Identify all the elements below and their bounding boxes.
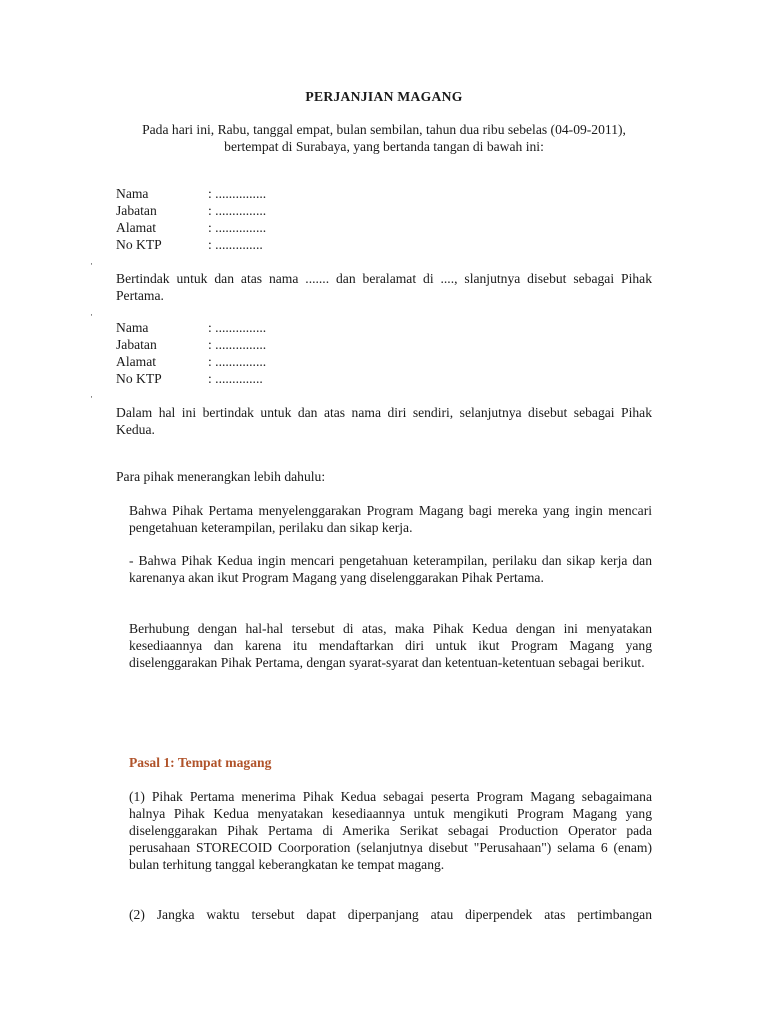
field-row (116, 370, 416, 387)
pasal-1-clause-2: (2) Jangka waktu tersebut dapat diperpanjang atau diperpendek atas pertimbangan (129, 907, 652, 922)
intro-paragraph: Pada hari ini, Rabu, tanggal empat, bulan sembilan, tahun dua ribu sebelas (04-09-2011), bertempat di Surabaya, yang bertanda tangan di bawah ini: (142, 122, 626, 154)
bullet-mark: · (90, 310, 93, 320)
field-row (116, 202, 416, 219)
field-label: No KTP (116, 237, 162, 252)
pasal-1-clause-1: (1) Pihak Pertama menerima Pihak Kedua sebagai peserta Program Magang sebagaimana halnya Pihak Kedua menyatakan kesediaannya untuk mengikuti Program Magang yang diselenggarakan Pihak Pertama di Amerika Serikat sebagai Production Operator pada perusahaan STORECOID Coorporation (selanjutnya disebut "Perusahaan") selama 6 (enam) bulan terhitung tanggal keberangkatan ke tempat magang. (129, 789, 652, 872)
bullet-mark: · (90, 392, 93, 402)
field-value: : ............... (208, 320, 267, 335)
recital-3: Berhubung dengan hal-hal tersebut di atas, maka Pihak Kedua dengan ini menyatakan kesediaannya dan karena itu mendaftarkan diri untuk ikut Program Magang yang diselenggarakan Pihak Pertama, dengan syarat-syarat dan ketentuan-ketentuan sebagai berikut. (129, 621, 652, 670)
field-value: : ............... (208, 337, 267, 352)
field-row (116, 353, 416, 370)
field-value: : ............... (208, 186, 267, 201)
field-value: : ............... (208, 354, 267, 369)
field-label: Jabatan (116, 203, 157, 218)
party2-fields (116, 319, 416, 387)
document-title: PERJANJIAN MAGANG (305, 89, 463, 104)
party2-statement: Dalam hal ini bertindak untuk dan atas nama diri sendiri, selanjutnya disebut sebagai Pihak Kedua. (116, 405, 652, 437)
field-value: : .............. (208, 237, 263, 252)
bullet-mark: · (90, 259, 93, 269)
recital-1: Bahwa Pihak Pertama menyelenggarakan Program Magang bagi mereka yang ingin mencari pengetahuan keterampilan, perilaku dan sikap kerja. (129, 503, 652, 535)
field-label: Alamat (116, 354, 157, 369)
field-label: Jabatan (116, 337, 157, 352)
field-value: : ............... (208, 203, 267, 218)
field-row (116, 219, 416, 236)
field-value: : .............. (208, 371, 263, 386)
party1-fields (116, 185, 416, 253)
field-row (116, 236, 416, 253)
pasal-1-heading: Pasal 1: Tempat magang (129, 755, 272, 770)
field-label: Nama (116, 320, 149, 335)
field-row (116, 319, 416, 336)
preamble-text: Para pihak menerangkan lebih dahulu: (116, 469, 326, 484)
party1-statement: Bertindak untuk dan atas nama ....... dan beralamat di ...., slanjutnya disebut sebagai Pihak Pertama. (116, 271, 652, 303)
field-label: Alamat (116, 220, 157, 235)
recital-2: - Bahwa Pihak Kedua ingin mencari pengetahuan keterampilan, perilaku dan sikap kerja dan karenanya akan ikut Program Magang yang diselenggarakan Pihak Pertama. (129, 553, 652, 585)
field-value: : ............... (208, 220, 267, 235)
field-row (116, 336, 416, 353)
field-row (116, 185, 416, 202)
field-label: Nama (116, 186, 149, 201)
field-label: No KTP (116, 371, 162, 386)
